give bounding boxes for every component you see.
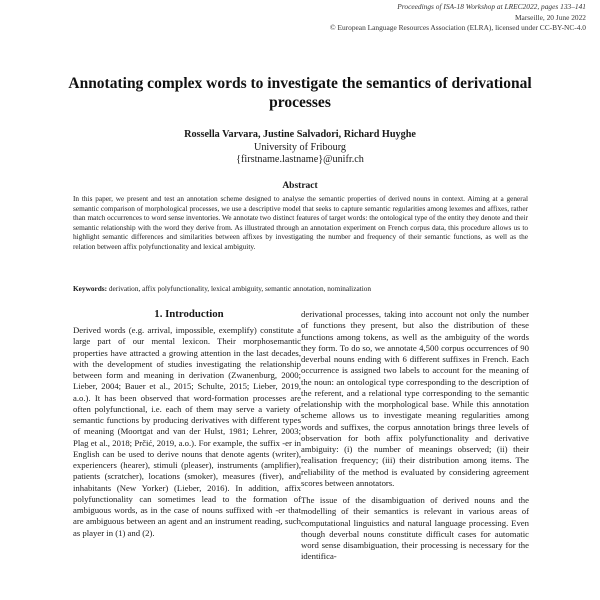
author-email: {firstname.lastname}@unifr.ch <box>236 154 364 165</box>
section-heading-introduction: 1. Introduction <box>154 308 224 320</box>
copyright-line: © European Language Resources Association (ELRA), licensed under CC-BY-NC-4.0 <box>329 23 586 33</box>
intro-paragraph: Derived words (e.g. arrival, impossible, exemplify) constitute a large part of our mental lexicon. Their morphosemantic properties have attracted a growing attention in the last decades, with the development of studies investigating the relationship between form and meaning in derivation (Zwanenburg, 2000; Lieber, 2004; Bauer et al., 2015; Schulte, 2015; Lieber, 2019, a.o.). It has been observed that word-formation processes are often polyfunctional, i.e. each of them may serve a variety of semantic functions by producing derivatives with different types of meaning (Moortgat and van der Hulst, 1981; Lehrer, 2003; Plag et al., 2018; Prčić, 2019, a.o.). For example, the suffix -er in English can be used to derive nouns that denote agents (writer), experiencers (hearer), stimuli (pleaser), instruments (amplifier), patients (scratcher), locations (smoker), measures (fiver), and inhabitants (New Yorker) (Lieber, 2016). In addition, affix polyfunctionality can sometimes lead to the formation of ambiguous words, as in the case of nouns suffixed with -er that are ambiguous between an agent and an instrument reading, such as player in (1) and (2). <box>73 325 301 538</box>
abstract-heading: Abstract <box>282 181 318 191</box>
relevance-paragraph: The issue of the disambiguation of derived nouns and the modelling of their semantics is relevant in various areas of computational linguistics and natural language processing. Even though deverbal nouns constitute difficult cases for automatic word sense disambiguation, their processing is necessary for the identifica- <box>301 495 529 562</box>
venue-line: Proceedings of ISA-18 Workshop at LREC2022, pages 133–141 <box>397 2 586 11</box>
right-column <box>301 309 529 569</box>
author-affiliation: University of Fribourg <box>253 141 347 153</box>
author-block <box>40 129 560 167</box>
keywords-text: derivation, affix polyfunctionality, lexical ambiguity, semantic annotation, nominalization <box>108 284 372 293</box>
method-paragraph: derivational processes, taking into account not only the number of functions they present, but also the distribution of these functions among tokens, as well as the ambiguity of the words they form. To do so, we annotate 4,500 corpus occurrences of 90 deverbal nouns ending with 6 different suffixes in French. Each occurrence is assigned two labels to account for the meaning of the noun: an ontological type corresponding to the description of the referent, and a relational type corresponding to the semantic relationship with the morphological base. While this annotation scheme allows us to investigate meaning regularities among words and suffixes, the corpus annotation brings three levels of observation for both affix polyfunctionality and derivative ambiguity: (i) the number of meanings observed; (ii) their realisation frequency; (iii) their distribution among items. The reliability of the method is evaluated by considering agreement scores between annotators. <box>301 309 529 488</box>
author-names: Rossella Varvara, Justine Salvadori, Richard Huyghe <box>184 129 416 140</box>
abstract-text: In this paper, we present and test an annotation scheme designed to analyse the semantic properties of derived nouns in context. Aiming at a general semantic comparison of morphological processes, we use a descriptive model that seeks to capture semantic regularities among lexemes and affixes, rather than match occurrences to word sense inventories. We annotate two distinct features of target words: the ontological type of the entity they denote and their semantic relationship with the word they derive from. As illustrated through an annotation experiment on French corpus data, this procedure allows us to highlight semantic differences and similarities between affixes by investigating the number and frequency of their semantic functions, as well as the relation between affix polyfunctionality and lexical ambiguity. <box>73 194 528 251</box>
keywords-label: Keywords: <box>73 284 108 293</box>
keywords-line <box>73 284 528 294</box>
page-header <box>330 2 586 34</box>
location-date-line: Marseille, 20 June 2022 <box>514 12 586 22</box>
paper-title: Annotating complex words to investigate the semantics of derivational processes <box>68 75 532 111</box>
left-column <box>73 325 301 545</box>
